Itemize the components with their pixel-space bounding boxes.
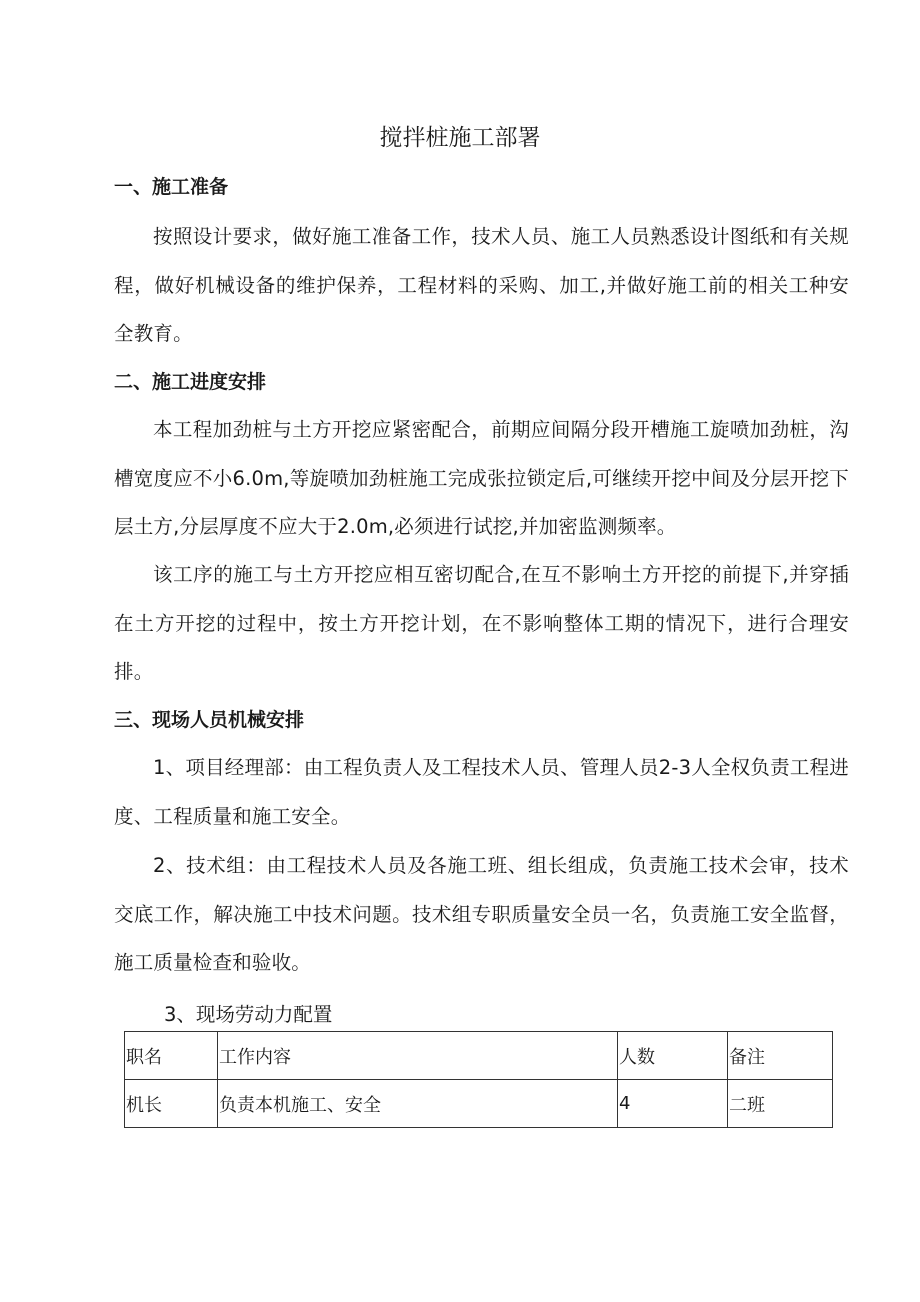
table-row xyxy=(125,1080,833,1128)
header-cell-role: 职名 xyxy=(125,1032,218,1080)
paragraph-schedule-1: 本工程加劲桩与土方开挖应紧密配合，前期应间隔分段开槽施工旋喷加劲桩，沟槽宽度应不小6.0m,等旋喷加劲桩施工完成张拉锁定后,可继续开挖中间及分层开挖下层土方,分层厚度不应大于2.0m,必须进行试挖,并加密监测频率。 xyxy=(114,418,849,538)
cell-role: 机长 xyxy=(125,1080,218,1128)
document-title: 搅拌桩施工部署 xyxy=(379,125,541,151)
paragraph-technical-group: 2、技术组：由工程技术人员及各施工班、组长组成，负责施工技术会审，技术交底工作，解决施工中技术问题。技术组专职质量安全员一名，负责施工安全监督，施工质量检查和验收。 xyxy=(114,854,849,974)
table-caption: 3、现场劳动力配置 xyxy=(164,1003,333,1026)
paragraph-project-department: 1、项目经理部：由工程负责人及工程技术人员、管理人员2-3人全权负责工程进度、工程质量和施工安全。 xyxy=(114,756,849,828)
labor-table xyxy=(124,1031,833,1128)
header-cell-work-content: 工作内容 xyxy=(218,1032,618,1080)
section-heading-preparation: 一、施工准备 xyxy=(114,176,229,198)
section-heading-schedule: 二、施工进度安排 xyxy=(114,371,267,393)
header-cell-remarks: 备注 xyxy=(728,1032,833,1080)
section-heading-staffing: 三、现场人员机械安排 xyxy=(114,709,305,731)
cell-count: 4 xyxy=(618,1080,728,1128)
cell-remarks: 二班 xyxy=(728,1080,833,1128)
paragraph-preparation: 按照设计要求，做好施工准备工作，技术人员、施工人员熟悉设计图纸和有关规程，做好机械设备的维护保养，工程材料的采购、加工,并做好施工前的相关工种安全教育。 xyxy=(114,225,849,345)
paragraph-schedule-2: 该工序的施工与土方开挖应相互密切配合,在互不影响土方开挖的前提下,并穿插在土方开挖的过程中，按土方开挖计划，在不影响整体工期的情况下，进行合理安排。 xyxy=(114,563,849,683)
table-header-row xyxy=(125,1032,833,1080)
header-cell-count: 人数 xyxy=(618,1032,728,1080)
cell-work-content: 负责本机施工、安全 xyxy=(218,1080,618,1128)
